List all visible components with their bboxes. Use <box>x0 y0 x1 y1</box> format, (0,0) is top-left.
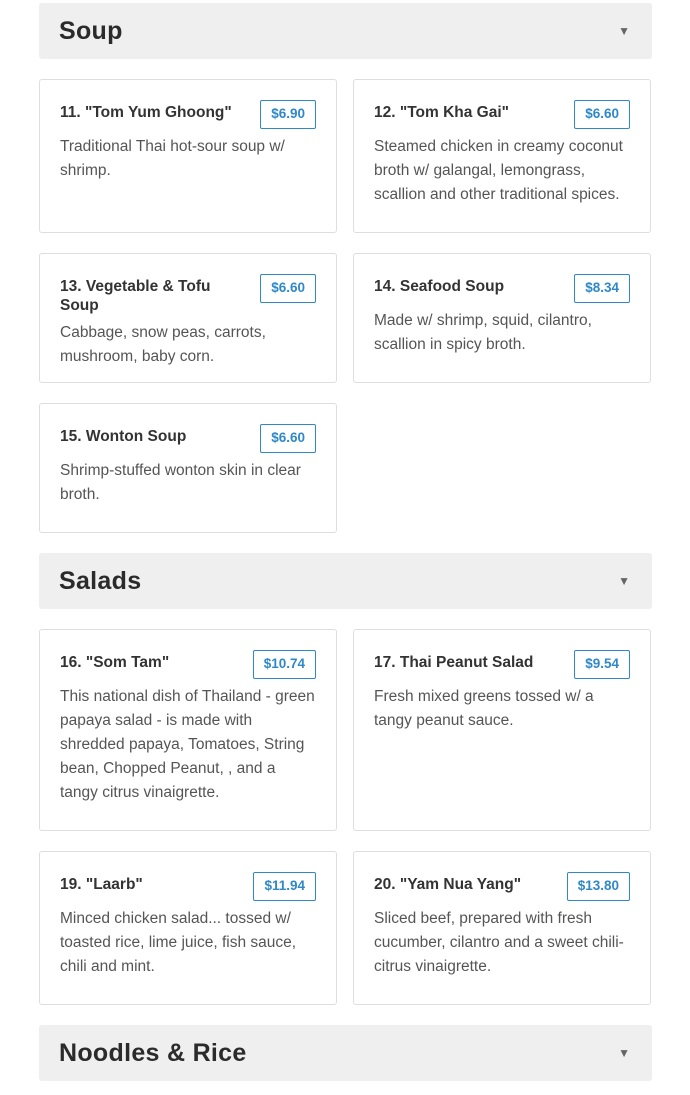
item-description: Sliced beef, prepared with fresh cucumber, cilantro and a sweet chili-citrus vinaigrette. <box>374 909 624 975</box>
item-name: 15. Wonton Soup <box>60 428 187 445</box>
price-badge: $6.60 <box>574 100 630 129</box>
section-title: Soup <box>59 16 123 45</box>
caret-down-icon[interactable]: ▼ <box>618 24 630 38</box>
menu-item-card[interactable] <box>39 403 337 533</box>
menu-item-card[interactable] <box>353 79 651 233</box>
item-name: 20. "Yam Nua Yang" <box>374 876 522 893</box>
item-description: Made w/ shrimp, squid, cilantro, scallion in spicy broth. <box>374 311 592 353</box>
price-badge: $9.54 <box>574 650 630 679</box>
item-name: 16. "Som Tam" <box>60 654 170 671</box>
item-name: 11. "Tom Yum Ghoong" <box>60 104 232 121</box>
price-badge: $13.80 <box>567 872 630 901</box>
item-name: 17. Thai Peanut Salad <box>374 654 534 671</box>
item-description: Shrimp-stuffed wonton skin in clear broth. <box>60 461 301 503</box>
price-badge: $10.74 <box>253 650 316 679</box>
item-description: Fresh mixed greens tossed w/ a tangy peanut sauce. <box>374 687 594 729</box>
menu-item-card[interactable] <box>39 253 337 383</box>
item-description: Minced chicken salad... tossed w/ toasted rice, lime juice, fish sauce, chili and mint. <box>60 909 297 975</box>
item-name: 19. "Laarb" <box>60 876 143 893</box>
menu-item-card[interactable] <box>39 851 337 1005</box>
price-badge: $11.94 <box>253 872 316 901</box>
item-description: This national dish of Thailand - green papaya salad - is made with shredded papaya, Tomatoes, String bean, Chopped Peanut, , and a tangy citrus vinaigrette. <box>60 687 315 801</box>
item-name: 13. Vegetable & Tofu Soup <box>60 278 211 314</box>
item-name: 14. Seafood Soup <box>374 278 505 295</box>
price-badge: $6.60 <box>260 424 316 453</box>
caret-down-icon[interactable]: ▼ <box>618 1046 630 1060</box>
section-header-noodles-rice[interactable] <box>39 1025 652 1081</box>
item-description: Cabbage, snow peas, carrots, mushroom, baby corn. <box>60 324 266 366</box>
section-title: Salads <box>59 566 142 595</box>
caret-down-icon[interactable]: ▼ <box>618 574 630 588</box>
price-badge: $6.60 <box>260 274 316 303</box>
section-header-soup[interactable] <box>39 3 652 59</box>
menu-item-card[interactable] <box>353 851 651 1005</box>
item-description: Traditional Thai hot-sour soup w/ shrimp. <box>60 137 285 179</box>
menu-item-card[interactable] <box>39 629 337 831</box>
section-header-salads[interactable] <box>39 553 652 609</box>
price-badge: $6.90 <box>260 100 316 129</box>
section-title: Noodles & Rice <box>59 1038 247 1067</box>
menu-item-card[interactable] <box>353 253 651 383</box>
item-description: Steamed chicken in creamy coconut broth w/ galangal, lemongrass, scallion and other traditional spices. <box>374 137 623 203</box>
menu-item-card[interactable] <box>353 629 651 831</box>
item-name: 12. "Tom Kha Gai" <box>374 104 509 121</box>
menu-item-card[interactable] <box>39 79 337 233</box>
price-badge: $8.34 <box>574 274 630 303</box>
